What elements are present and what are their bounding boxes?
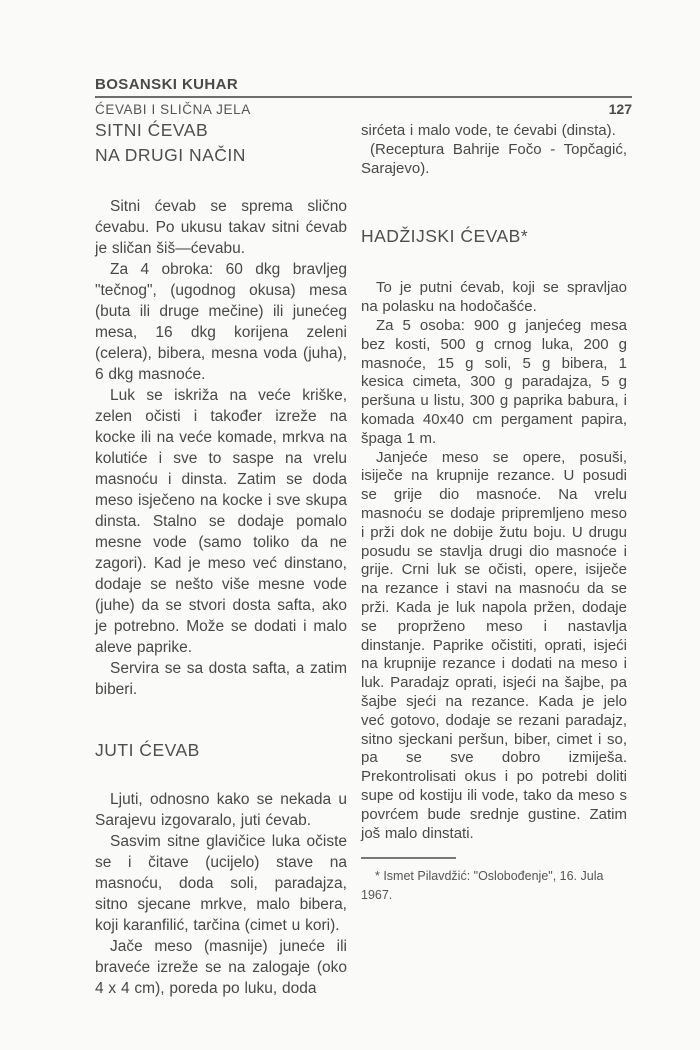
recipe-paragraph: To je putni ćevab, koji se spravljao na polasku na hodočašće. [361,279,627,316]
recipe-title-line: SITNI ĆEVAB [95,120,209,140]
right-column [361,122,627,905]
left-column [95,118,347,999]
recipe-ingredients-paragraph: Za 4 obroka: 60 dkg bravljeg "tečnog", (ugodnog okusa) mesa (buta ili druge mečine) ili junećeg mesa, 16 dkg korijena zeleni (celera), bibera, mesna voda (juha), 6 dkg masnoće. [95,261,347,383]
recipe-title-line: HADŽIJSKI ĆEVAB* [361,226,529,247]
recipe-title-hadzijski-cevab [361,224,627,249]
recipe-paragraph-continuation: sirćeta i malo vode, te ćevabi (dinsta). [361,122,616,139]
recipe-paragraph: Sasvim sitne glavičice luka očiste se i čitave (ucijelo) stave na masnoću, doda soli, paradajza, sitno sjecane mrkve, malo bibera, koji karanfilić, tarčina (cimet u kori). [95,833,347,934]
recipe-title-line: NA DRUGI NAČIN [95,145,246,165]
book-title: BOSANSKI KUHAR [95,76,239,93]
chapter-title: ĆEVABI I SLIČNA JELA [95,102,251,117]
footnote-rule [361,857,456,859]
chapter-row [95,98,632,117]
recipe-paragraph: Servira se sa dosta safta, a zatim biberi. [95,660,347,698]
recipe-paragraph: Luk se iskriža na veće kriške, zelen očisti i također izreže na kocke ili na veće komade, mrkva na kolutiće i sve to saspe na vrelu masnoću i dinsta. Zatim se doda meso isječeno na kocke i sve skupa dinsta. Stalno se dodaje pomalo mesne vode (samo toliko da ne zagori). Kad je meso već dinstano, dodaje se nešto više mesne vode (juhe) da se stvori dosta safta, ako je potrebno. Može se dodati i malo aleve paprike. [95,387,347,656]
recipe-paragraph: Jače meso (masnije) juneće ili braveće izreže se na zalogaje (oko 4 x 4 cm), poreda po luku, doda [95,938,347,997]
recipe-title-sitni-cevab [95,118,347,168]
recipe-attribution: (Receptura Bahrije Fočo - Topčagić, Sarajevo). [361,140,627,177]
recipe-ingredients-paragraph: Za 5 osoba: 900 g janjećeg mesa bez kosti, 500 g crnog luka, 200 g masnoće, 15 g soli, 5 g bibera, 1 kesica cimeta, 300 g paradajza, 5 g peršuna u listu, 300 g paprika babura, i komada 40x40 cm pergament papira, špaga 1 m. [361,316,627,447]
recipe-title-juti-cevab [95,738,347,763]
page-header [95,76,632,117]
recipe-paragraph: Sitni ćevab se sprema slično ćevabu. Po ukusu takav sitni ćevab je sličan šiš—ćevabu. [95,198,347,257]
footnote: * Ismet Pilavdžić: "Oslobođenje", 16. Jula 1967. [361,868,604,902]
recipe-title-line: JUTI ĆEVAB [95,740,200,760]
recipe-paragraph: Ljuti, odnosno kako se nekada u Sarajevu izgovaralo, juti ćevab. [95,791,347,829]
page-number: 127 [608,101,632,117]
recipe-paragraph: Janjeće meso se opere, posuši, isiječe na krupnije rezance. U posudi se grije dio masnoće. Na vrelu masnoću se dodaje pripremljeno meso i prži dok ne dobije žutu boju. U drugu posudu se stavlja drugi dio masnoće i grije. Crni luk se očisti, opere, isiječe na rezance i stavi na masnoću da se prži. Kada je luk napola pržen, dodaje se proprženo meso i nastavlja dinstanje. Paprike očistiti, oprati, isjeći na krupnije rezance i dodati na meso i luk. Paradajz oprati, isjeći na šajbe, pa šajbe sjeći na rezance. Kada je jelo već gotovo, dodaje se rezani paradajz, sitno sjeckani peršun, biber, cimet i so, pa se sve dobro izmiješa. Prekontrolisati okus i po potrebi doliti supe od kostiju ili vode, tako da meso s povrćem bude srednje gustine. Zatim još malo dinstati. [361,448,627,842]
